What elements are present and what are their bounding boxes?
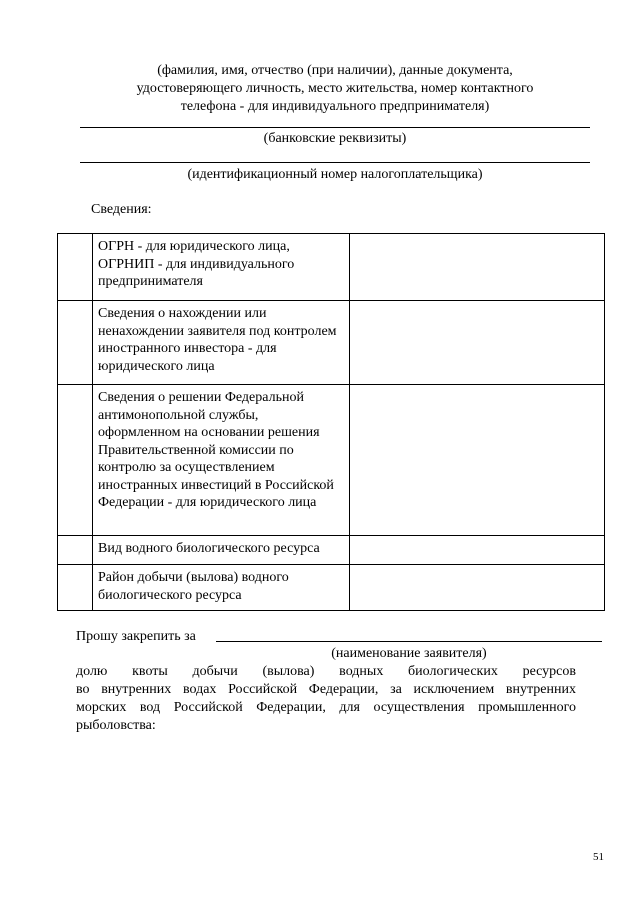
foreign-investor-control-label: Сведения о нахождении или ненахождении заявителя под контролем иностранного инвестора - для юридического лица bbox=[93, 301, 350, 385]
info-table bbox=[57, 233, 605, 611]
caption-line: удостоверяющего личность, место жительства, номер контактного bbox=[136, 81, 534, 96]
request-prefix: Прошу закрепить за bbox=[76, 629, 196, 644]
applicant-name-line[interactable] bbox=[216, 641, 602, 642]
row-number-cell bbox=[58, 536, 93, 565]
paragraph-line: долю квоты добычи (вылова) водных биологических ресурсов bbox=[76, 664, 576, 679]
table-row bbox=[58, 565, 605, 611]
request-paragraph bbox=[76, 663, 576, 735]
paragraph-line: рыболовства: bbox=[76, 718, 156, 733]
bank-details-line[interactable] bbox=[80, 127, 590, 128]
section-label: Сведения: bbox=[91, 202, 152, 217]
bioresource-type-label: Вид водного биологического ресурса bbox=[93, 536, 350, 565]
fas-decision-value-cell[interactable] bbox=[350, 385, 605, 536]
paragraph-line: морских вод Российской Федерации, для осуществления промышленного bbox=[76, 700, 576, 715]
ogrn-label: ОГРН - для юридического лица, ОГРНИП - для индивидуального предпринимателя bbox=[93, 234, 350, 301]
foreign-investor-control-value-cell[interactable] bbox=[350, 301, 605, 385]
page-number: 51 bbox=[593, 851, 604, 863]
bank-details-caption: (банковские реквизиты) bbox=[263, 131, 407, 146]
inn-caption: (идентификационный номер налогоплательщика) bbox=[187, 167, 483, 182]
table-row bbox=[58, 301, 605, 385]
row-number-cell bbox=[58, 301, 93, 385]
table-row bbox=[58, 234, 605, 301]
fishing-area-label: Район добычи (вылова) водного биологического ресурса bbox=[93, 565, 350, 611]
inn-line[interactable] bbox=[80, 162, 590, 163]
caption-line: (фамилия, имя, отчество (при наличии), данные документа, bbox=[157, 63, 513, 78]
applicant-name-caption: (наименование заявителя) bbox=[331, 646, 487, 661]
row-number-cell bbox=[58, 385, 93, 536]
ogrn-value-cell[interactable] bbox=[350, 234, 605, 301]
applicant-details-caption bbox=[80, 62, 590, 116]
caption-line: телефона - для индивидуального предпринимателя) bbox=[180, 99, 490, 114]
row-number-cell bbox=[58, 565, 93, 611]
bioresource-type-value-cell[interactable] bbox=[350, 536, 605, 565]
fas-decision-label: Сведения о решении Федеральной антимонопольной службы, оформленном на основании решения Правительственной комиссии по контролю за осуществлением иностранных инвестиций в Российской Федерации - для юридического лица bbox=[93, 385, 350, 536]
fishing-area-value-cell[interactable] bbox=[350, 565, 605, 611]
paragraph-line: во внутренних водах Российской Федерации, за исключением внутренних bbox=[76, 682, 576, 697]
table-row bbox=[58, 536, 605, 565]
table-row bbox=[58, 385, 605, 536]
row-number-cell bbox=[58, 234, 93, 301]
